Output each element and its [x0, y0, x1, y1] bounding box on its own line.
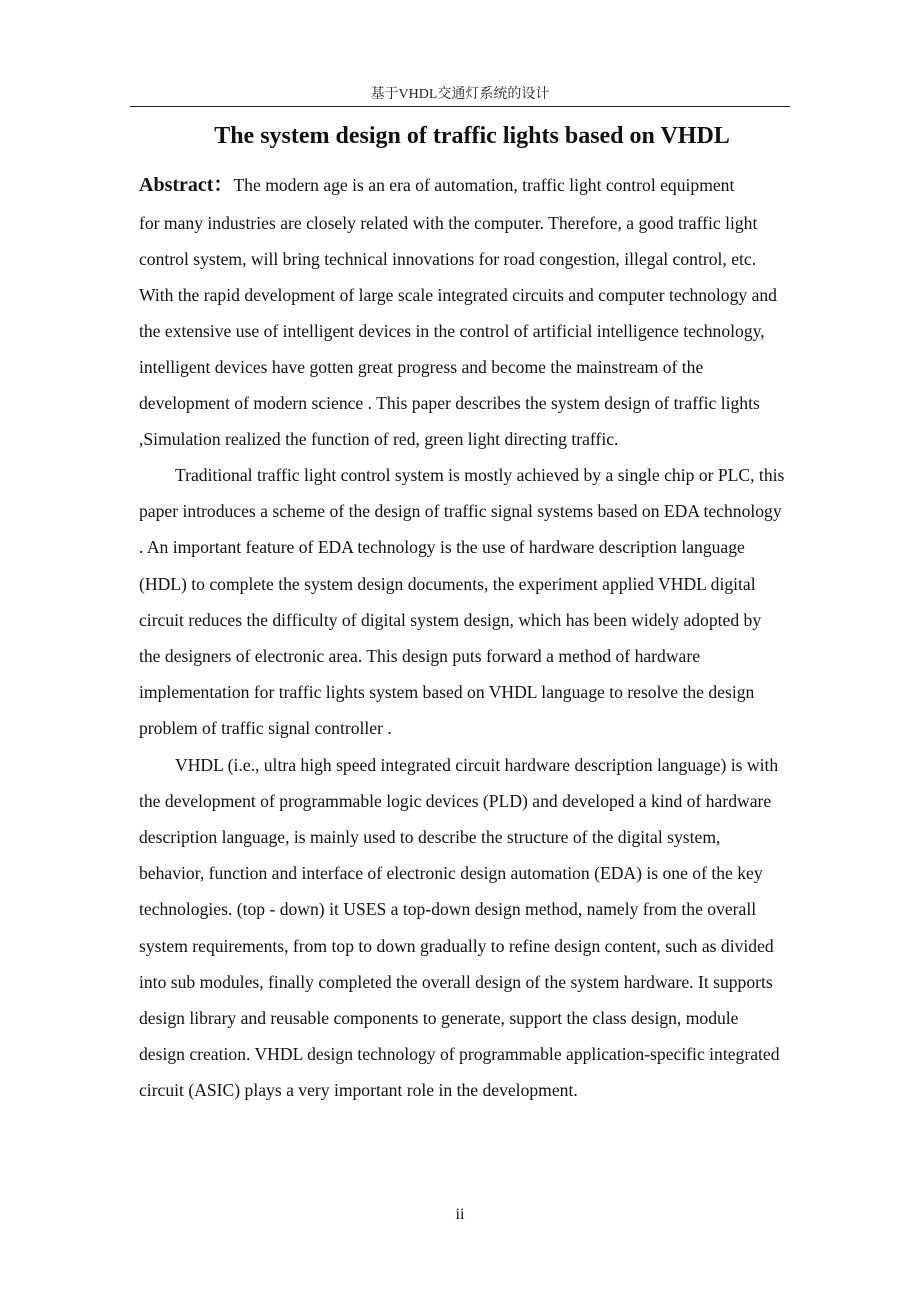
body-paragraph-edа: Traditional traffic light control system is mostly achieved by a single chip or PLC, this paper introduces a scheme of the design of traffic signal systems based on EDA technology . An important feature of EDA technology is the use of hardware description language (HDL) to complete the system design documents, the experiment applied VHDL digital circuit reduces the difficulty of digital system design, which has been widely adopted by the designers of electronic area. This design puts forward a method of hardware implementation for traffic lights system based on VHDL language to resolve the design problem of traffic signal controller .	[139, 465, 785, 739]
abstract-paragraph	[139, 165, 787, 457]
document-title: The system design of traffic lights based on VHDL	[214, 123, 730, 149]
abstract-label: Abstract：	[139, 174, 234, 196]
abstract-first-line-text: The modern age is an era of automation, traffic light control equipment	[233, 175, 735, 195]
body-text	[139, 165, 787, 1109]
abstract-body-text: for many industries are closely related with the computer. Therefore, a good traffic light control system, will bring technical innovations for road congestion, illegal control, etc. With the rapid development of large scale integrated circuits and computer technology and the extensive use of intelligent devices in the control of artificial intelligence technology, intelligent devices have gotten great progress and become the mainstream of the development of modern science . This paper describes the system design of traffic lights ,Simulation realized the function of red, green light directing traffic.	[139, 213, 777, 449]
header-rule	[130, 106, 790, 107]
page-number: ii	[455, 1206, 465, 1223]
running-header: 基于VHDL交通灯系统的设计	[370, 87, 550, 102]
abstract-first-line	[139, 165, 787, 205]
body-paragraph-vhdl: VHDL (i.e., ultra high speed integrated circuit hardware description language) is with the development of programmable logic devices (PLD) and developed a kind of hardware description language, is mainly used to describe the structure of the digital system, behavior, function and interface of electronic design automation (EDA) is one of the key technologies. (top - down) it USES a top-down design method, namely from the overall system requirements, from top to down gradually to refine design content, such as divided into sub modules, finally completed the overall design of the system hardware. It supports design library and reusable components to generate, support the class design, module design creation. VHDL design technology of programmable application-specific integrated circuit (ASIC) plays a very important role in the development.	[139, 754, 780, 1101]
